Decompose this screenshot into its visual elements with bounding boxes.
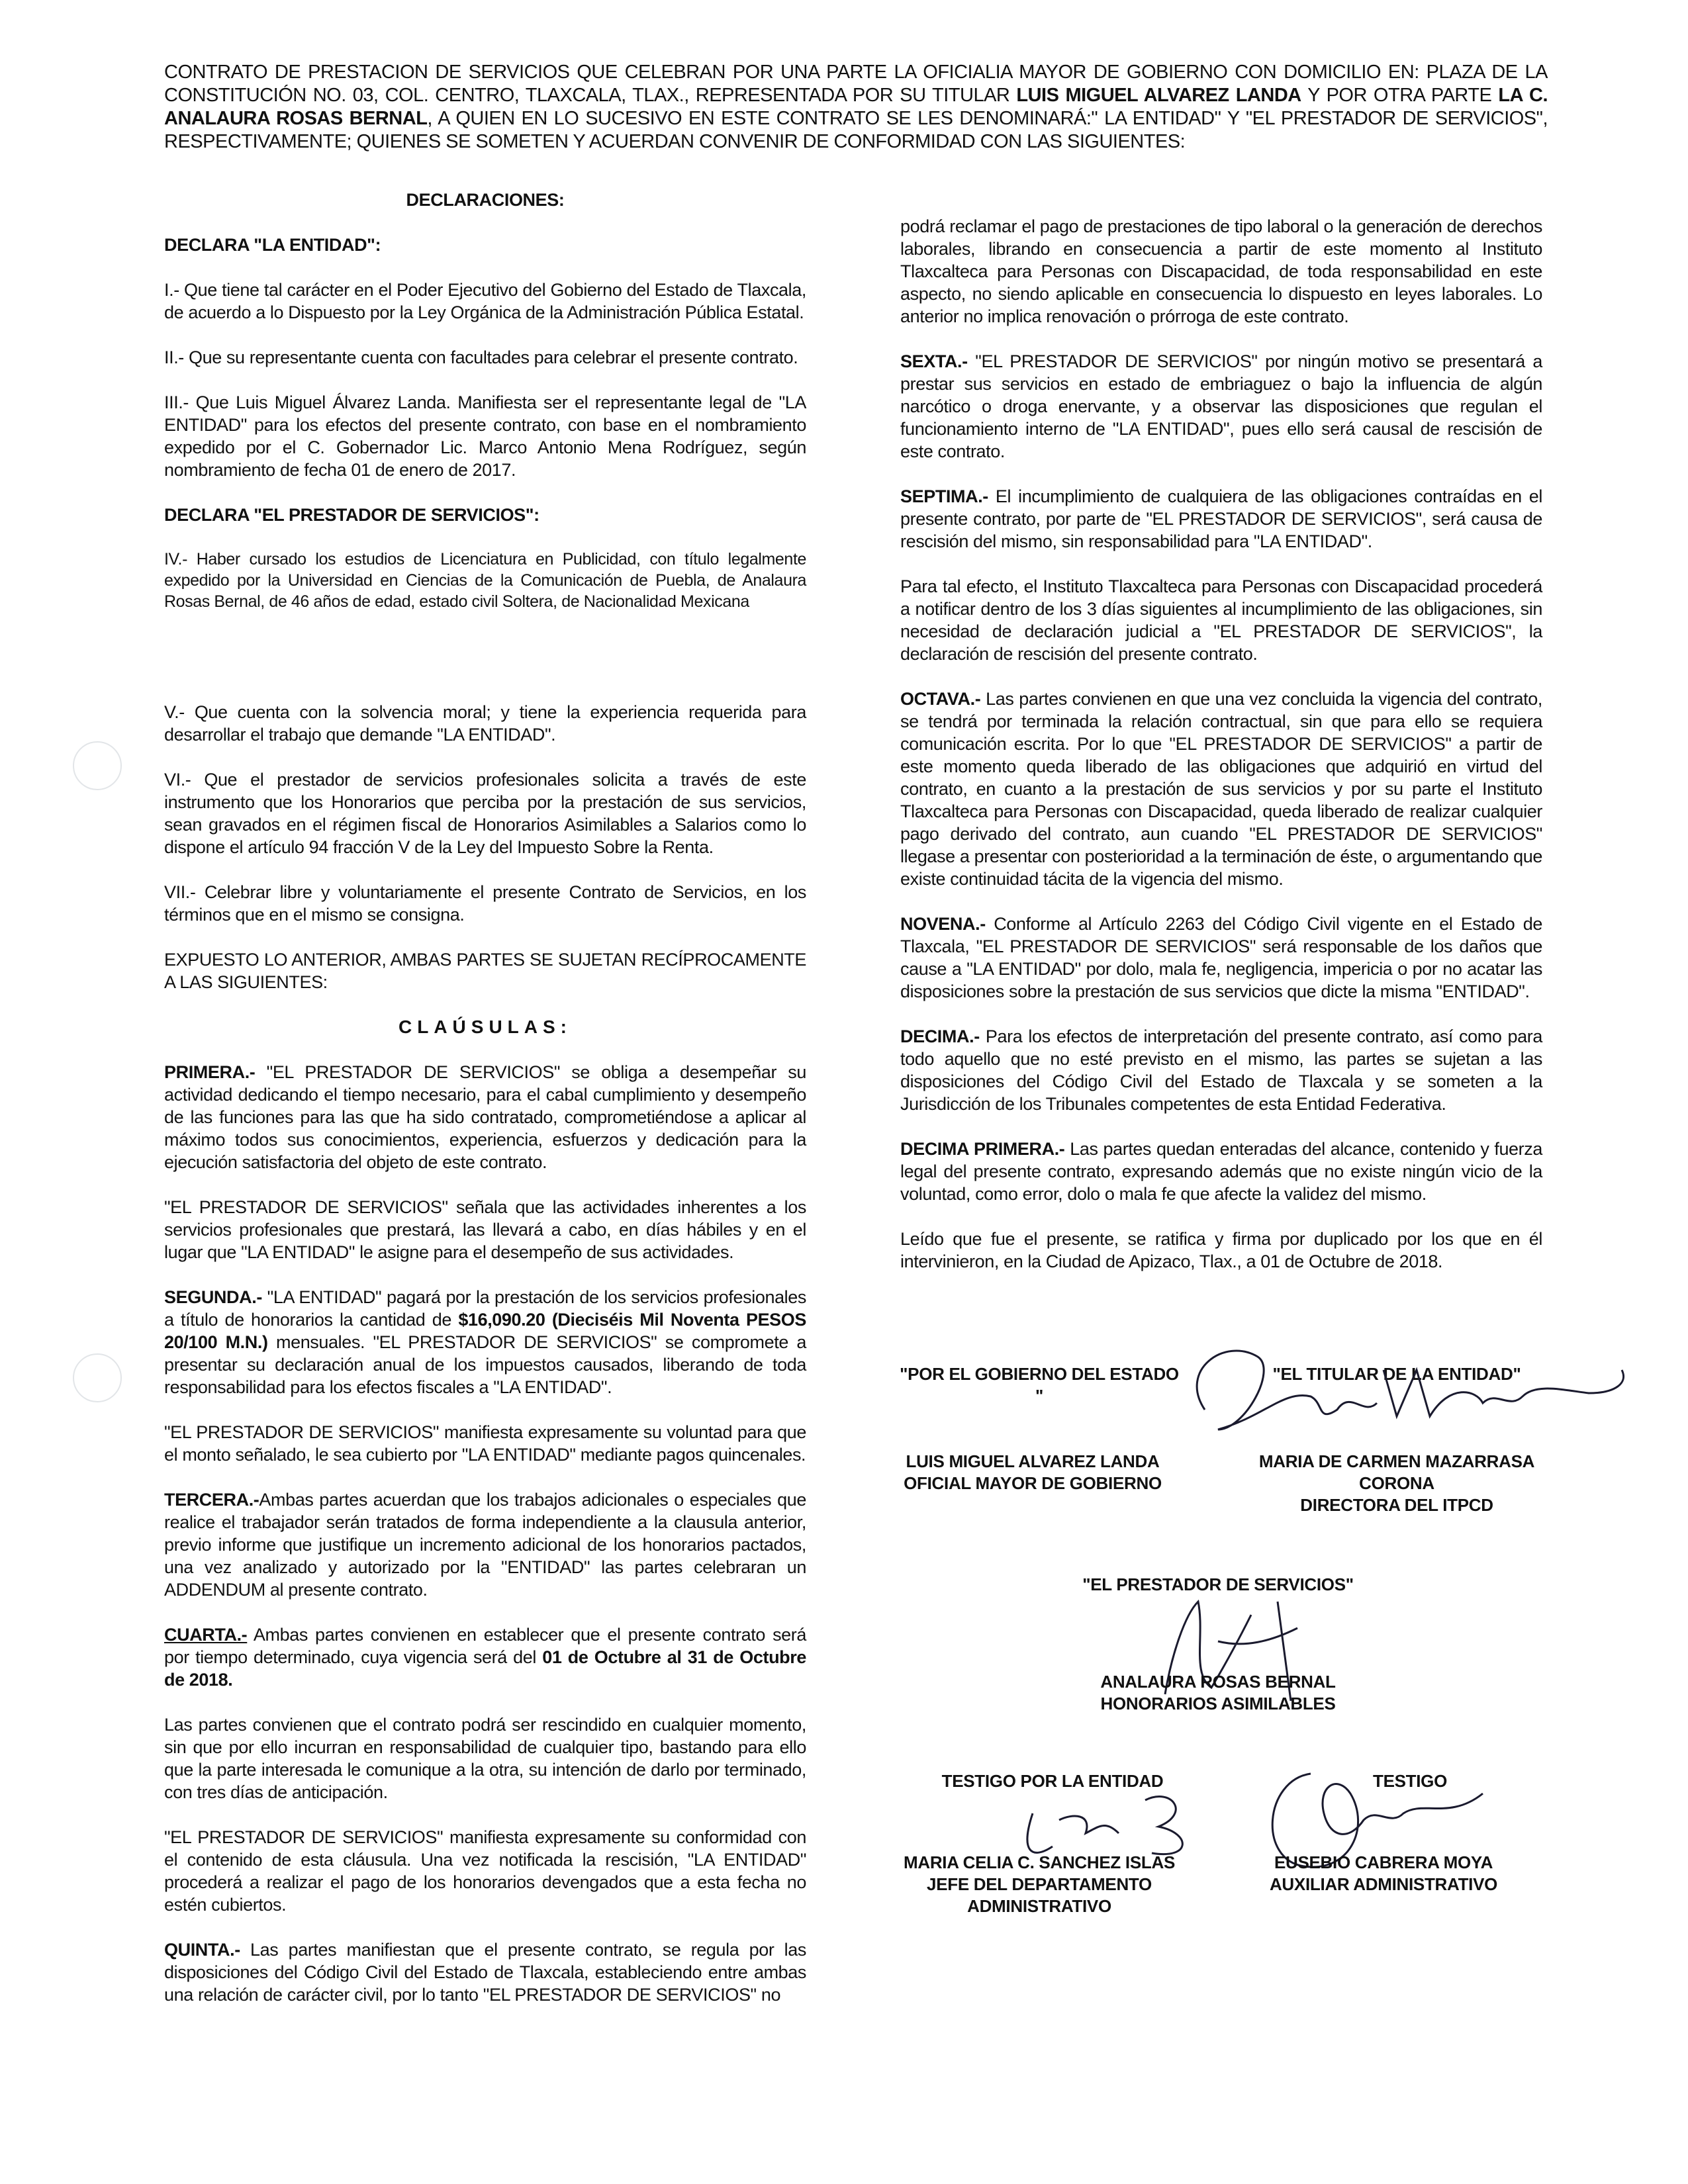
clausula-decima	[900, 1025, 1542, 1115]
testigo-label: TESTIGO	[1372, 1771, 1448, 1791]
declaracion-iv: IV.- Haber cursado los estudios de Licenciatura en Publicidad, con título legalmente expedido por la Universidad en Ciencias de la Comunicación de Puebla, de Analaura Rosas Bernal, de 46 años de edad, estado civil Soltera, de Nacionalidad Mexicana	[164, 550, 806, 611]
clausula-primera-b: "EL PRESTADOR DE SERVICIOS" señala que las actividades inherentes a los servicios profesionales que prestará, las llevará a cabo, en días hábiles y en el lugar que "LA ENTIDAD" le asigne para el desempeño de sus actividades.	[164, 1197, 806, 1262]
titular-label: "EL TITULAR DE LA ENTIDAD"	[1272, 1364, 1521, 1384]
declaracion-vii: VII.- Celebrar libre y voluntariamente el presente Contrato de Servicios, en los términos que en el mismo se consigna.	[164, 882, 806, 925]
clause-label: CUARTA.-	[164, 1625, 248, 1645]
titular-signer-name-2: CORONA	[1359, 1473, 1434, 1493]
declara-entidad-heading: DECLARA "LA ENTIDAD":	[164, 235, 381, 255]
clausulas-heading: CLAÚSULAS:	[399, 1017, 572, 1037]
clause-text: Ambas partes convienen en establecer que el presente contrato será por tiempo determinado, cuya vigencia será del	[164, 1625, 806, 1667]
clause-label: QUINTA.-	[164, 1940, 240, 1960]
clausula-tercera	[164, 1488, 806, 1601]
clause-label: TERCERA.-	[164, 1490, 259, 1510]
clausula-quinta-cont: podrá reclamar el pago de prestaciones de tipo laboral o la generación de derechos laborales, librando en consecuencia a partir de este momento al Instituto Tlaxcalteca para Personas con Discapacidad, de toda responsabilidad en este aspecto, no siendo aplicable en consecuencia lo dispuesto en leyes laborales. Lo anterior no implica renovación o prórroga de este contrato.	[900, 216, 1542, 326]
clausula-septima	[900, 485, 1542, 553]
gobierno-label: "POR EL GOBIERNO DEL ESTADO "	[900, 1364, 1179, 1406]
titular-signer-name: MARIA DE CARMEN MAZARRASA	[1258, 1451, 1535, 1471]
expuesto-text: EXPUESTO LO ANTERIOR, AMBAS PARTES SE SUJETAN RECÍPROCAMENTE A LAS SIGUIENTES:	[164, 950, 806, 992]
clause-text: "EL PRESTADOR DE SERVICIOS" por ningún motivo se presentará a prestar sus servicios en estado de embriaguez o bajo la influencia de algún narcótico o droga enervante, y a observar las disposiciones que regulan el funcionamiento interno de "LA ENTIDAD", pues ello será causal de rescisión de este contrato.	[900, 351, 1542, 461]
declaracion-vi: VI.- Que el prestador de servicios profesionales solicita a través de este instrumento que los Honorarios que perciba por la prestación de sus servicios, sean gravados en el régimen fiscal de Honorarios Asimilables a Salarios como lo dispone el artículo 94 fracción V de la Ley del Impuesto Sobre la Renta.	[164, 770, 806, 857]
clause-text: El incumplimiento de cualquiera de las obligaciones contraídas en el presente contrato, por parte de "EL PRESTADOR DE SERVICIOS", será causa de rescisión del mismo, sin responsabilidad para "LA ENTIDAD".	[900, 486, 1542, 551]
leido-text: Leído que fue el presente, se ratifica y firma por duplicado por los que en él intervinieron, en la Ciudad de Apizaco, Tlax., a 01 de Octubre de 2018.	[900, 1229, 1542, 1271]
clause-text: "EL PRESTADOR DE SERVICIOS" se obliga a desempeñar su actividad dedicando el tiempo necesario, para el cabal cumplimiento y desempeño de las funciones para las que ha sido contratado, comprometiéndose a aplicar al máximo todos sus conocimientos, experiencia, esfuerzos y dedicación para la ejecución satisfactoria del objeto de este contrato.	[164, 1062, 806, 1172]
header-text: , A QUIEN EN LO SUCESIVO EN ESTE CONTRATO SE LES DENOMINARÁ:" LA ENTIDAD" Y "EL PRESTADOR DE SERVICIOS", RESPECTIVAMENTE; QUIENES SE SOMETEN Y ACUERDAN CONVENIR DE CONFORMIDAD CON LAS SIGUIENTES:	[164, 108, 1548, 152]
testigo2-title: AUXILIAR ADMINISTRATIVO	[1269, 1874, 1498, 1894]
header-titular-name: LUIS MIGUEL ALVAREZ LANDA	[1016, 85, 1301, 106]
clausula-segunda-b: "EL PRESTADOR DE SERVICIOS" manifiesta expresamente su voluntad para que el monto señalado, le sea cubierto por "LA ENTIDAD" mediante pagos quincenales.	[164, 1422, 806, 1465]
clausula-octava	[900, 688, 1542, 890]
declaracion-v: V.- Que cuenta con la solvencia moral; y tiene la experiencia requerida para desarrollar el trabajo que demande "LA ENTIDAD".	[164, 702, 806, 745]
declara-prestador-heading: DECLARA "EL PRESTADOR DE SERVICIOS":	[164, 505, 539, 525]
contract-dates: 01 de Octubre al 31 de Octubre de 2018.	[164, 1647, 806, 1690]
clausula-novena	[900, 913, 1542, 1003]
clause-label: NOVENA.-	[900, 914, 986, 934]
clause-text: mensuales. "EL PRESTADOR DE SERVICIOS" se compromete a presentar su declaración anual de los impuestos causados, liberando de toda responsabilidad para los efectos fiscales a "LA ENTIDAD".	[164, 1332, 806, 1397]
payment-amount: $16,090.20 (Dieciséis Mil Noventa PESOS 20/100 M.N.)	[164, 1310, 806, 1352]
clausula-sexta	[900, 350, 1542, 463]
prestador-signer-name: ANALAURA ROSAS BERNAL	[1100, 1672, 1336, 1692]
contract-header	[164, 61, 1548, 154]
clausula-cuarta	[164, 1623, 806, 1691]
clause-label: DECIMA.-	[900, 1026, 980, 1046]
testigo1-title: JEFE DEL DEPARTAMENTO	[927, 1874, 1152, 1894]
clausula-segunda	[164, 1286, 806, 1398]
clause-label: PRIMERA.-	[164, 1062, 256, 1082]
clause-text: Para los efectos de interpretación del presente contrato, así como para todo aquello que no esté previsto en el mismo, las partes se sujetan a las disposiciones del Código Civil del Estado de Tlaxcala y se someten a la Jurisdicción de los Tribunales competentes de esta Entidad Federativa.	[900, 1026, 1542, 1114]
testigo-entidad-label: TESTIGO POR LA ENTIDAD	[941, 1771, 1164, 1791]
clause-text: Las partes manifiestan que el presente contrato, se regula por las disposiciones del Código Civil del Estado de Tlaxcala, estableciendo entre ambas una relación de carácter civil, por lo tanto "EL PRESTADOR DE SERVICIOS" no	[164, 1940, 806, 2005]
declaracion-ii: II.- Que su representante cuenta con facultades para celebrar el presente contrato.	[164, 347, 798, 367]
header-text: CONTRATO DE PRESTACION DE SERVICIOS QUE CELEBRAN POR UNA PARTE LA OFICIALIA MAYOR DE GOBIERNO CON DOMICILIO EN: PLAZA DE LA CONSTITUCIÓN NO. 03, COL. CENTRO, TLAXCALA, TLAX., REPRESENTADA POR SU TITULAR	[164, 62, 1548, 106]
clause-label: OCTAVA.-	[900, 689, 981, 709]
clause-label: SEXTA.-	[900, 351, 968, 371]
prestador-label: "EL PRESTADOR DE SERVICIOS"	[1082, 1574, 1354, 1594]
declaracion-iii: III.- Que Luis Miguel Álvarez Landa. Manifiesta ser el representante legal de "LA ENTIDAD" para los efectos del presente contrato, con base en el nombramiento expedido por el C. Gobernador Lic. Marco Antonio Mena Rodríguez, según nombramiento de fecha 01 de enero de 2017.	[164, 392, 806, 480]
clausula-decima-primera	[900, 1138, 1542, 1205]
declaraciones-heading: DECLARACIONES:	[406, 190, 565, 210]
clausula-septima-b: Para tal efecto, el Instituto Tlaxcalteca para Personas con Discapacidad procederá a notificar dentro de los 3 días siguientes al incumplimiento de las obligaciones, sin necesidad de declaración judicial a "EL PRESTADOR DE SERVICIOS", la declaración de rescisión del presente contrato.	[900, 576, 1542, 664]
testigo2-name: EUSEBIO CABRERA MOYA	[1274, 1852, 1493, 1872]
clause-text: Las partes quedan enteradas del alcance, contenido y fuerza legal del presente contrato, expresando además que no existe ningún vicio de la voluntad, como error, dolo o mala fe que afecte la validez del mismo.	[900, 1139, 1542, 1204]
clausula-primera	[164, 1061, 806, 1173]
clausula-cuarta-b: Las partes convienen que el contrato podrá ser rescindido en cualquier momento, sin que por ello incurran en responsabilidad de cualquier tipo, bastando para ello que la parte interesada le comunique a la otra, su intención de darlo por terminado, con tres días de anticipación.	[164, 1715, 806, 1802]
clause-label: SEGUNDA.-	[164, 1287, 262, 1307]
testigo1-name: MARIA CELIA C. SANCHEZ ISLAS	[903, 1852, 1175, 1872]
declaracion-i: I.- Que tiene tal carácter en el Poder Ejecutivo del Gobierno del Estado de Tlaxcala, de acuerdo a lo Dispuesto por la Ley Orgánica de la Administración Pública Estatal.	[164, 280, 806, 322]
header-text: Y POR OTRA PARTE	[1301, 85, 1499, 106]
gobierno-signer-name: LUIS MIGUEL ALVAREZ LANDA	[906, 1451, 1160, 1471]
testigo1-title-2: ADMINISTRATIVO	[967, 1896, 1111, 1916]
clause-text: Ambas partes acuerdan que los trabajos adicionales o especiales que realice el trabajador serán tratados de forma independiente a la clausula anterior, previo informe que justifique un incremento adicional de los honorarios pactados, una vez analizado y autorizado por la "ENTIDAD" las partes celebraran un ADDENDUM al presente contrato.	[164, 1490, 806, 1600]
punch-hole-mark	[73, 741, 122, 790]
clause-text: "LA ENTIDAD" pagará por la prestación de los servicios profesionales a título de honorarios la cantidad de	[164, 1287, 806, 1330]
clause-label: DECIMA PRIMERA.-	[900, 1139, 1065, 1159]
clause-text: Las partes convienen en que una vez concluida la vigencia del contrato, se tendrá por terminada la relación contractual, sin que para ello se requiera comunicación escrita. Por lo que "EL PRESTADOR DE SERVICIOS" a partir de este momento queda liberado de las obligaciones que adquirió en virtud del contrato, en cuanto a la prestación de sus servicios y por su parte el Instituto Tlaxcalteca para Personas con Discapacidad, queda liberado de realizar cualquier pago derivado del contrato, aun cuando "EL PRESTADOR DE SERVICIOS" llegase a presentar con posterioridad a la terminación de éste, o argumentando que existe continuidad tácita de la vigencia del mismo.	[900, 689, 1542, 889]
header-prestador-name: LA C. ANALAURA ROSAS BERNAL	[164, 85, 1548, 129]
punch-hole-mark	[73, 1353, 122, 1402]
clause-text: Conforme al Artículo 2263 del Código Civil vigente en el Estado de Tlaxcala, "EL PRESTADOR DE SERVICIOS" será responsable de los daños que cause a "LA ENTIDAD" por dolo, mala fe, negligencia, impericia o por no acatar las disposiciones sobre la prestación de sus servicios que dicte la misma "ENTIDAD".	[900, 914, 1542, 1001]
right-column	[900, 215, 1542, 1295]
prestador-signer-title: HONORARIOS ASIMILABLES	[1100, 1694, 1336, 1713]
titular-signature	[1165, 1330, 1628, 1463]
left-column	[164, 189, 806, 2028]
clause-label: SEPTIMA.-	[900, 486, 988, 506]
titular-signer-title: DIRECTORA DEL ITPCD	[1300, 1495, 1493, 1515]
clausula-quinta	[164, 1938, 806, 2006]
clausula-cuarta-c: "EL PRESTADOR DE SERVICIOS" manifiesta expresamente su conformidad con el contenido de esta cláusula. Una vez notificada la rescisión, "LA ENTIDAD" procederá a realizar el pago de los honorarios devengados que a esta fecha no estén cubiertos.	[164, 1827, 806, 1915]
gobierno-signer-title: OFICIAL MAYOR DE GOBIERNO	[904, 1473, 1162, 1493]
